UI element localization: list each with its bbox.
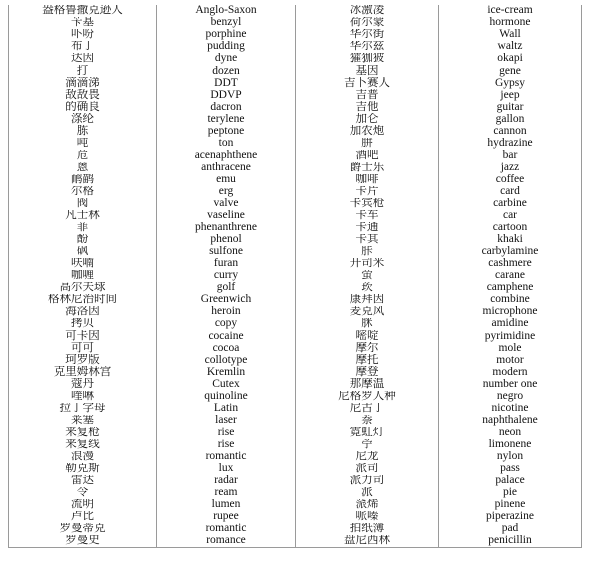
document-page: [8, 5, 581, 548]
english-term-right-cell: jeep: [439, 89, 582, 101]
chinese-term-left-cell: 克里姆林宫: [9, 366, 157, 378]
english-term-right-cell: ice-cream: [439, 5, 582, 17]
chinese-term-right-cell: 霓虹灯: [296, 427, 439, 439]
table-row: [9, 378, 582, 390]
chinese-term-left-cell: 来复枪: [9, 427, 157, 439]
table-row: [9, 258, 582, 270]
chinese-term-left-cell: 咖喱: [9, 270, 157, 282]
chinese-term-right-cell: 肼: [296, 138, 439, 150]
chinese-term-right-cell: 吉普: [296, 89, 439, 101]
english-term-left-cell: Greenwich: [157, 294, 296, 306]
chinese-term-right-cell: 加农炮: [296, 125, 439, 137]
chinese-term-right-cell: 脒: [296, 318, 439, 330]
english-term-left-cell: furan: [157, 258, 296, 270]
english-term-left-cell: DDT: [157, 77, 296, 89]
chinese-term-right-cell: 卡片: [296, 186, 439, 198]
table-row: [9, 174, 582, 186]
chinese-term-right-cell: 卡其: [296, 234, 439, 246]
chinese-term-right-cell: 冰激凌: [296, 5, 439, 17]
english-term-right-cell: Wall: [439, 29, 582, 41]
english-term-right-cell: carane: [439, 270, 582, 282]
english-term-right-cell: hormone: [439, 17, 582, 29]
table-row: [9, 222, 582, 234]
table-row: [9, 150, 582, 162]
chinese-term-left-cell: 罗曼蒂克: [9, 523, 157, 535]
english-term-right-cell: pad: [439, 523, 582, 535]
table-row: [9, 427, 582, 439]
chinese-term-right-cell: 咖啡: [296, 174, 439, 186]
table-row: [9, 511, 582, 523]
chinese-term-right-cell: 莰: [296, 282, 439, 294]
english-term-left-cell: vaseline: [157, 210, 296, 222]
english-term-right-cell: guitar: [439, 101, 582, 113]
english-term-left-cell: golf: [157, 282, 296, 294]
chinese-term-right-cell: 卡宾枪: [296, 198, 439, 210]
english-term-left-cell: lumen: [157, 499, 296, 511]
chinese-term-right-cell: 吉他: [296, 101, 439, 113]
chinese-term-left-cell: 苊: [9, 150, 157, 162]
chinese-term-left-cell: 拷贝: [9, 318, 157, 330]
chinese-term-left-cell: 敌敌畏: [9, 89, 157, 101]
chinese-term-left-cell: 格林尼治时间: [9, 294, 157, 306]
english-term-right-cell: gallon: [439, 113, 582, 125]
english-term-right-cell: cashmere: [439, 258, 582, 270]
english-term-left-cell: lux: [157, 463, 296, 475]
english-term-right-cell: jazz: [439, 162, 582, 174]
english-term-left-cell: emu: [157, 174, 296, 186]
table-row: [9, 499, 582, 511]
table-row: [9, 17, 582, 29]
english-term-right-cell: naphthalene: [439, 415, 582, 427]
english-term-right-cell: hydrazine: [439, 138, 582, 150]
table-row: [9, 294, 582, 306]
chinese-term-left-cell: 布丁: [9, 41, 157, 53]
table-row: [9, 523, 582, 535]
chinese-term-right-cell: 基因: [296, 65, 439, 77]
table-row: [9, 330, 582, 342]
chinese-term-left-cell: 尔格: [9, 186, 157, 198]
table-row: [9, 53, 582, 65]
english-term-right-cell: khaki: [439, 234, 582, 246]
english-term-left-cell: dacron: [157, 101, 296, 113]
english-term-right-cell: modern: [439, 366, 582, 378]
table-row: [9, 198, 582, 210]
english-term-left-cell: Kremlin: [157, 366, 296, 378]
chinese-term-left-cell: 喹啉: [9, 391, 157, 403]
english-term-left-cell: anthracene: [157, 162, 296, 174]
table-row: [9, 463, 582, 475]
chinese-term-right-cell: 爵士乐: [296, 162, 439, 174]
english-term-left-cell: Latin: [157, 403, 296, 415]
english-term-right-cell: combine: [439, 294, 582, 306]
chinese-term-right-cell: 尼龙: [296, 451, 439, 463]
english-term-left-cell: romance: [157, 535, 296, 548]
english-term-right-cell: penicillin: [439, 535, 582, 548]
chinese-term-left-cell: 胨: [9, 125, 157, 137]
chinese-term-left-cell: 罗曼史: [9, 535, 157, 548]
table-row: [9, 403, 582, 415]
english-term-left-cell: sulfone: [157, 246, 296, 258]
chinese-term-left-cell: 盎格鲁撒克逊人: [9, 5, 157, 17]
english-term-left-cell: Cutex: [157, 378, 296, 390]
chinese-term-left-cell: 滴滴涕: [9, 77, 157, 89]
chinese-term-right-cell: 派司: [296, 463, 439, 475]
table-row: [9, 113, 582, 125]
chinese-term-left-cell: 苄基: [9, 17, 157, 29]
english-term-left-cell: phenanthrene: [157, 222, 296, 234]
chinese-term-right-cell: 华尔街: [296, 29, 439, 41]
english-term-left-cell: rupee: [157, 511, 296, 523]
table-row: [9, 306, 582, 318]
table-row: [9, 234, 582, 246]
english-term-left-cell: acenaphthene: [157, 150, 296, 162]
table-row: [9, 89, 582, 101]
english-term-left-cell: quinoline: [157, 391, 296, 403]
english-term-right-cell: gene: [439, 65, 582, 77]
english-term-right-cell: pyrimidine: [439, 330, 582, 342]
chinese-term-left-cell: 拉丁字母: [9, 403, 157, 415]
english-term-right-cell: okapi: [439, 53, 582, 65]
chinese-term-right-cell: 胩: [296, 246, 439, 258]
chinese-term-right-cell: 㺢㹢狓: [296, 53, 439, 65]
english-term-right-cell: number one: [439, 378, 582, 390]
table-row: [9, 162, 582, 174]
chinese-term-right-cell: 派力司: [296, 475, 439, 487]
table-row: [9, 41, 582, 53]
chinese-term-left-cell: 酚: [9, 234, 157, 246]
english-term-left-cell: dyne: [157, 53, 296, 65]
chinese-term-left-cell: 蒽: [9, 162, 157, 174]
chinese-term-right-cell: 拍纸簿: [296, 523, 439, 535]
english-term-left-cell: phenol: [157, 234, 296, 246]
chinese-term-left-cell: 莱塞: [9, 415, 157, 427]
chinese-term-left-cell: 勒克斯: [9, 463, 157, 475]
english-term-left-cell: rise: [157, 439, 296, 451]
english-term-left-cell: erg: [157, 186, 296, 198]
english-term-left-cell: valve: [157, 198, 296, 210]
table-row: [9, 138, 582, 150]
table-row: [9, 186, 582, 198]
chinese-term-left-cell: 卢比: [9, 511, 157, 523]
table-row: [9, 439, 582, 451]
table-row: [9, 65, 582, 77]
english-term-right-cell: cartoon: [439, 222, 582, 234]
table-row: [9, 210, 582, 222]
english-term-right-cell: cannon: [439, 125, 582, 137]
chinese-term-left-cell: 雷达: [9, 475, 157, 487]
chinese-term-right-cell: 萘: [296, 415, 439, 427]
table-row: [9, 101, 582, 113]
table-row: [9, 535, 582, 548]
chinese-term-left-cell: 菲: [9, 222, 157, 234]
chinese-term-left-cell: 打: [9, 65, 157, 77]
chinese-term-left-cell: 呋喃: [9, 258, 157, 270]
chinese-term-right-cell: 哌嗪: [296, 511, 439, 523]
chinese-term-right-cell: 苧: [296, 439, 439, 451]
english-term-left-cell: romantic: [157, 451, 296, 463]
english-term-right-cell: carbylamine: [439, 246, 582, 258]
chinese-term-right-cell: 尼古丁: [296, 403, 439, 415]
chinese-term-right-cell: 嘧啶: [296, 330, 439, 342]
english-term-left-cell: radar: [157, 475, 296, 487]
chinese-term-right-cell: 盘尼西林: [296, 535, 439, 548]
table-row: [9, 77, 582, 89]
table-row: [9, 125, 582, 137]
chinese-term-right-cell: 加仑: [296, 113, 439, 125]
chinese-term-left-cell: 涤纶: [9, 113, 157, 125]
chinese-term-right-cell: 摩托: [296, 354, 439, 366]
chinese-term-left-cell: 令: [9, 487, 157, 499]
english-term-left-cell: collotype: [157, 354, 296, 366]
chinese-term-left-cell: 蔻丹: [9, 378, 157, 390]
english-term-right-cell: pass: [439, 463, 582, 475]
english-term-left-cell: ton: [157, 138, 296, 150]
english-term-left-cell: dozen: [157, 65, 296, 77]
chinese-term-right-cell: 吉卜赛人: [296, 77, 439, 89]
english-term-right-cell: pinene: [439, 499, 582, 511]
english-term-right-cell: motor: [439, 354, 582, 366]
table-row: [9, 318, 582, 330]
table-row: [9, 5, 582, 17]
english-term-left-cell: terylene: [157, 113, 296, 125]
english-term-right-cell: amidine: [439, 318, 582, 330]
english-term-right-cell: mole: [439, 342, 582, 354]
english-term-right-cell: neon: [439, 427, 582, 439]
english-term-right-cell: limonene: [439, 439, 582, 451]
chinese-term-right-cell: 康拜因: [296, 294, 439, 306]
chinese-term-left-cell: 鸸鹋: [9, 174, 157, 186]
chinese-term-right-cell: 派: [296, 487, 439, 499]
english-term-right-cell: negro: [439, 391, 582, 403]
table-body: [9, 5, 582, 548]
english-term-right-cell: nylon: [439, 451, 582, 463]
chinese-term-left-cell: 珂罗版: [9, 354, 157, 366]
english-term-left-cell: ream: [157, 487, 296, 499]
english-term-left-cell: copy: [157, 318, 296, 330]
chinese-term-right-cell: 摩尔: [296, 342, 439, 354]
table-row: [9, 354, 582, 366]
english-term-right-cell: camphene: [439, 282, 582, 294]
english-term-right-cell: pie: [439, 487, 582, 499]
english-term-left-cell: cocaine: [157, 330, 296, 342]
chinese-term-right-cell: 那摩温: [296, 378, 439, 390]
english-term-right-cell: card: [439, 186, 582, 198]
loanword-table: [8, 5, 582, 548]
table-row: [9, 270, 582, 282]
english-term-left-cell: cocoa: [157, 342, 296, 354]
chinese-term-right-cell: 尼格罗人种: [296, 391, 439, 403]
chinese-term-right-cell: 卡通: [296, 222, 439, 234]
english-term-left-cell: DDVP: [157, 89, 296, 101]
english-term-right-cell: microphone: [439, 306, 582, 318]
table-row: [9, 475, 582, 487]
chinese-term-left-cell: 可卡因: [9, 330, 157, 342]
table-row: [9, 415, 582, 427]
english-term-left-cell: peptone: [157, 125, 296, 137]
chinese-term-right-cell: 酒吧: [296, 150, 439, 162]
chinese-term-left-cell: 卟吩: [9, 29, 157, 41]
english-term-right-cell: piperazine: [439, 511, 582, 523]
chinese-term-left-cell: 高尔夫球: [9, 282, 157, 294]
chinese-term-left-cell: 可可: [9, 342, 157, 354]
chinese-term-right-cell: 摩登: [296, 366, 439, 378]
chinese-term-left-cell: 凡士林: [9, 210, 157, 222]
chinese-term-left-cell: 的确良: [9, 101, 157, 113]
table-row: [9, 391, 582, 403]
chinese-term-left-cell: 阀: [9, 198, 157, 210]
chinese-term-left-cell: 砜: [9, 246, 157, 258]
english-term-left-cell: benzyl: [157, 17, 296, 29]
english-term-right-cell: nicotine: [439, 403, 582, 415]
table-row: [9, 487, 582, 499]
chinese-term-right-cell: 卡车: [296, 210, 439, 222]
chinese-term-left-cell: 海洛因: [9, 306, 157, 318]
chinese-term-right-cell: 荷尔蒙: [296, 17, 439, 29]
english-term-left-cell: Anglo-Saxon: [157, 5, 296, 17]
english-term-right-cell: palace: [439, 475, 582, 487]
chinese-term-right-cell: 开司米: [296, 258, 439, 270]
chinese-term-right-cell: 萤: [296, 270, 439, 282]
english-term-right-cell: car: [439, 210, 582, 222]
table-row: [9, 342, 582, 354]
chinese-term-left-cell: 达因: [9, 53, 157, 65]
english-term-left-cell: laser: [157, 415, 296, 427]
english-term-left-cell: pudding: [157, 41, 296, 53]
table-row: [9, 282, 582, 294]
chinese-term-left-cell: 流明: [9, 499, 157, 511]
table-row: [9, 29, 582, 41]
english-term-right-cell: carbine: [439, 198, 582, 210]
english-term-left-cell: curry: [157, 270, 296, 282]
english-term-right-cell: waltz: [439, 41, 582, 53]
chinese-term-left-cell: 浪漫: [9, 451, 157, 463]
chinese-term-left-cell: 吨: [9, 138, 157, 150]
table-row: [9, 366, 582, 378]
table-row: [9, 246, 582, 258]
table-row: [9, 451, 582, 463]
english-term-left-cell: heroin: [157, 306, 296, 318]
english-term-right-cell: Gypsy: [439, 77, 582, 89]
english-term-left-cell: romantic: [157, 523, 296, 535]
chinese-term-right-cell: 麦克风: [296, 306, 439, 318]
chinese-term-left-cell: 来复线: [9, 439, 157, 451]
english-term-left-cell: porphine: [157, 29, 296, 41]
chinese-term-right-cell: 华尔兹: [296, 41, 439, 53]
english-term-left-cell: rise: [157, 427, 296, 439]
english-term-right-cell: coffee: [439, 174, 582, 186]
english-term-right-cell: bar: [439, 150, 582, 162]
chinese-term-right-cell: 蒎烯: [296, 499, 439, 511]
